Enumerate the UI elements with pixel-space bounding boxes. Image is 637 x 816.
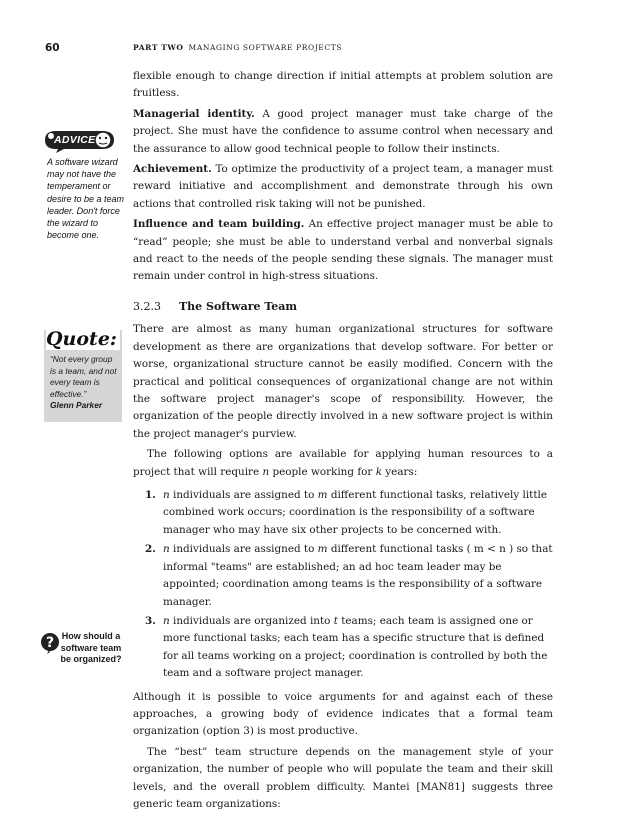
section-number: 3.2.3: [133, 300, 161, 313]
paragraph-team-evidence: Although it is possible to voice arguments for and against each of these approaches, a growing body of evidence indicates that a formal team organization (option 3) is most productive.: [133, 690, 553, 738]
paragraph-continuation: flexible enough to change direction if initial attempts at problem solution are fruitless.: [133, 70, 553, 100]
advice-badge: [42, 126, 116, 154]
quote-text: [50, 354, 120, 412]
variable: t: [333, 614, 338, 627]
quote-author: Glenn Parker: [50, 400, 103, 410]
main-text-section: [133, 298, 553, 816]
variable-k: k: [375, 465, 382, 478]
list-number: 1.: [145, 489, 156, 502]
text-segment: individuals are assigned to: [169, 489, 318, 502]
quote-label: Quote:: [46, 328, 120, 350]
list-number: 3.: [145, 614, 156, 627]
paragraph-org-structures: There are almost as many human organizational structures for software development as there are organizations that develop software. For better or worse, organizational structure cannot be easily modified. Concern with the practical and political consequences of organizational change are not within the software project manager's scope of responsibility. However, the organization of the people directly involved in a new software project is within the project manager's purview.: [133, 323, 553, 440]
variable: m: [317, 489, 328, 502]
paragraph-managerial-identity: [133, 106, 553, 158]
paragraph-best-structure: The “best” team structure depends on the management style of your organization, the number of people who will populate the team and their skill levels, and the overall problem difficulty. Mantei [MAN81] suggests three generic team organizations:: [133, 745, 553, 810]
text-segment: individuals are organized into: [169, 614, 334, 627]
text-segment: different functional tasks, relatively little combined work occurs; coordination is the responsibility of a software manager who may have six other projects to be concerned with.: [163, 489, 547, 536]
quote-box: [44, 330, 122, 422]
advice-label: ADVICE: [54, 134, 96, 146]
paragraph-achievement: [133, 161, 553, 213]
main-text-upper: [133, 68, 553, 289]
text-segment: different functional tasks ( m < n ) so that informal "teams" are established; an ad hoc team leader may be appointed; coordination among teams is the responsibility of a software manager.: [163, 543, 553, 608]
paragraph-text: An effective project manager must be able to “read” people; she must be able to understand verbal and nonverbal signals and react to the needs of the people sending these signals. The manager must remain under control in high-stress situations.: [133, 218, 553, 283]
paragraph-influence: [133, 216, 553, 286]
paragraph-text: To optimize the productivity of a project team, a manager must reward initiative and accomplishment and demonstrate through his own actions that controlled risk taking will not be punished.: [133, 163, 553, 210]
part-label: PART TWO: [133, 43, 184, 52]
section-heading-text: The Software Team: [179, 300, 298, 313]
advice-note: A software wizard may not have the temperament or desire to be a team leader. Don't force the wizard to become one.: [47, 157, 125, 241]
page-number: 60: [45, 42, 60, 54]
question-note: How should a software team be organized?: [60, 631, 122, 664]
run-in-heading: Achievement.: [133, 163, 212, 176]
paragraph-text: A good project manager must take charge of the project. She must have the confidence to assume control when necessary and the assurance to allow good technical people to follow their instincts.: [133, 107, 553, 155]
paragraph-options-intro: [133, 446, 553, 481]
variable: n: [163, 614, 170, 627]
svg-text:?: ?: [45, 635, 55, 651]
text-segment: The following options are available for applying human resources to a project that will require: [133, 448, 553, 478]
list-item: [133, 613, 553, 683]
variable-n: n: [262, 465, 270, 478]
variable: m: [317, 543, 328, 556]
variable: n: [163, 489, 170, 502]
text-segment: people working for: [269, 465, 376, 478]
section-heading: [133, 298, 553, 315]
quote-body: “Not every group is a team, and not every team is effective.”: [50, 354, 117, 399]
options-list: [133, 487, 553, 682]
text-segment: individuals are assigned to: [169, 543, 318, 556]
run-in-heading: Influence and team building.: [133, 218, 305, 231]
list-number: 2.: [145, 543, 156, 556]
list-item: [133, 487, 553, 539]
text-segment: teams; each team is assigned one or more functional tasks; each team has a specific structure that is defined for all teams working on a project; coordination is controlled by both the team and a software project manager.: [163, 614, 548, 680]
page-header: [0, 42, 637, 56]
section-title: MANAGING SOFTWARE PROJECTS: [188, 43, 343, 52]
variable: n: [163, 543, 170, 556]
running-head: [133, 43, 342, 52]
list-item: [133, 541, 553, 611]
run-in-heading: Managerial identity.: [133, 107, 255, 120]
text-segment: years:: [382, 465, 418, 478]
